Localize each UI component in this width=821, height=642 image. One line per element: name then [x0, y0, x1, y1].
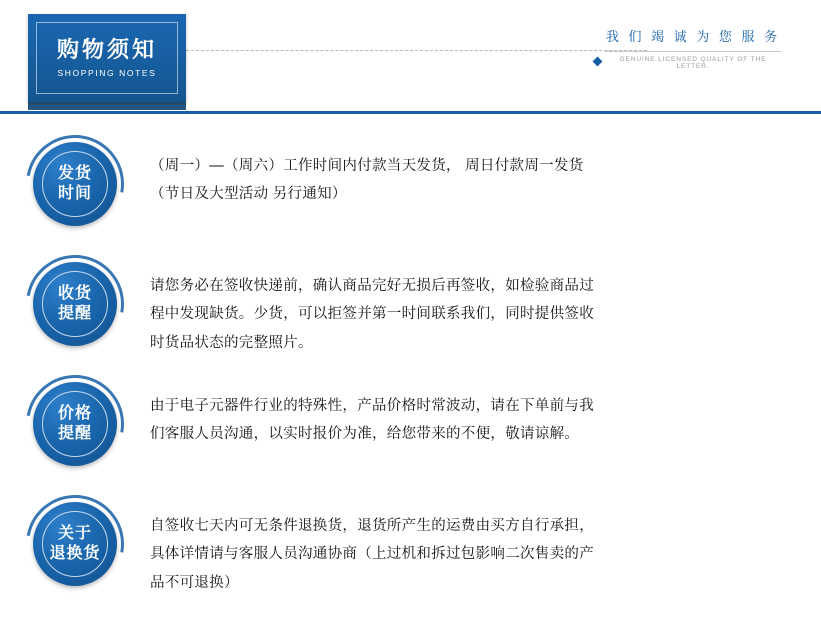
badge-wrapper — [0, 498, 150, 586]
badge-label — [58, 284, 92, 324]
badge-label — [49, 524, 100, 564]
slogan-divider — [605, 51, 781, 52]
note-text — [150, 378, 821, 449]
badge-label-line1: 收货 — [57, 285, 92, 302]
note-line: 具体详情请与客服人员沟通协商（上过机和拆过包影响二次售卖的产 — [150, 546, 594, 563]
header-tab-shadow — [28, 102, 186, 110]
badge-label-line2: 退换货 — [49, 545, 101, 562]
circle-badge-icon — [33, 262, 117, 346]
circle-badge-icon — [33, 142, 117, 226]
note-line: 请您务必在签收快递前，确认商品完好无损后再签收，如检验商品过 — [150, 278, 594, 294]
note-text — [150, 258, 821, 357]
note-line: （周一）—（周六）工作时间内付款当天发货， 周日付款周一发货 — [150, 158, 584, 174]
list-item — [0, 258, 821, 358]
list-item — [0, 138, 821, 238]
badge-label-line2: 时间 — [57, 185, 92, 202]
note-line: 们客服人员沟通，以实时报价为准，给您带来的不便，敬请谅解。 — [150, 426, 580, 443]
page-subtitle: SHOPPING NOTES — [57, 68, 157, 79]
badge-label-line1: 发货 — [57, 165, 92, 182]
slogan-english: GENUINE LICENSED QUALITY OF THE LETTER. — [619, 56, 767, 71]
badge-label — [58, 164, 92, 204]
note-line: 程中发现缺货。少货，可以拒签并第一时间联系我们，同时提供签收 — [150, 306, 594, 323]
list-item — [0, 498, 821, 598]
circle-badge-icon — [33, 502, 117, 586]
badge-wrapper — [0, 378, 150, 466]
note-line: 时货品状态的完整照片。 — [150, 334, 313, 351]
badge-label — [58, 404, 92, 444]
list-item — [0, 378, 821, 478]
note-text — [150, 138, 821, 209]
badge-label-line1: 关于 — [57, 525, 92, 542]
badge-wrapper — [0, 138, 150, 226]
header-dashed-rule — [186, 50, 647, 51]
badge-label-line1: 价格 — [57, 405, 92, 422]
note-text — [150, 498, 821, 597]
slogan-chinese: 我 们 竭 诚 为 您 服 务 — [605, 29, 781, 44]
notes-list — [0, 120, 821, 598]
badge-wrapper — [0, 258, 150, 346]
header-bottom-rule — [0, 111, 821, 114]
badge-label-line2: 提醒 — [57, 305, 92, 322]
page-header — [0, 0, 821, 120]
diamond-icon — [593, 57, 603, 67]
badge-label-line2: 提醒 — [57, 425, 92, 442]
note-line: 品不可退换） — [150, 574, 239, 591]
page-title: 购物须知 — [56, 36, 157, 62]
note-line: 由于电子元器件行业的特殊性，产品价格时常波动，请在下单前与我 — [150, 398, 594, 414]
note-line: 自签收七天内可无条件退换货，退货所产生的运费由买方自行承担， — [150, 518, 594, 534]
header-title-tab-inner — [36, 22, 178, 94]
header-title-tab — [28, 14, 186, 102]
circle-badge-icon — [33, 382, 117, 466]
note-line: （节日及大型活动 另行通知） — [150, 186, 347, 203]
